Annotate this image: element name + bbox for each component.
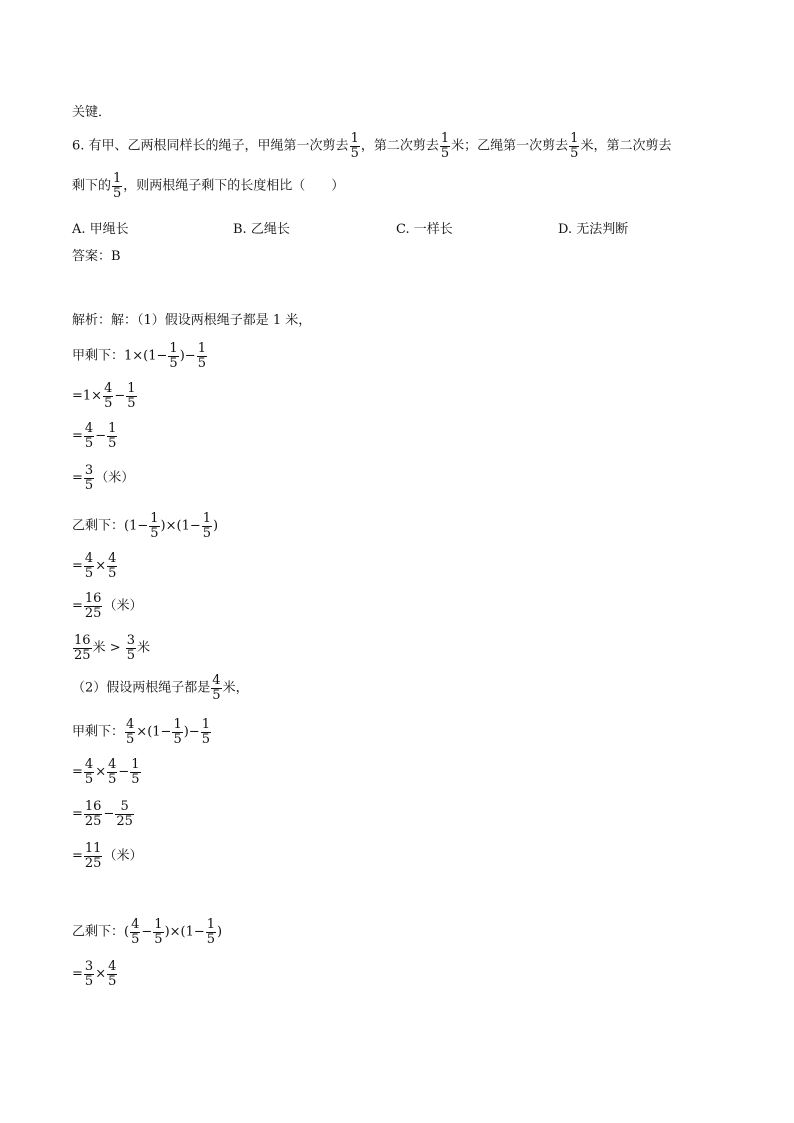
question-text: 剩下的: [72, 178, 112, 194]
calc-jia-case2: 甲剩下： $\frac{4}{5}$ ×(1− $\frac{1}{5}$ )− $\frac{1}{5}$: [72, 717, 210, 747]
previous-question-tail: 关键．: [72, 105, 112, 120]
calc-yi-case1: 乙剩下：(1− $\frac{1}{5}$ )×(1− $\frac{1}{5}$ ): [72, 511, 219, 541]
fraction: $\frac{1}{5}$: [113, 171, 122, 201]
fraction: $\frac{1}{5}$: [350, 131, 359, 161]
calc-jia-case1: 甲剩下：1×(1− $\frac{1}{5}$ )− $\frac{1}{5}$: [72, 341, 206, 371]
question-text: 米，第二次剪去: [580, 138, 672, 154]
question-text: 有甲、乙两根同样长的绳子，甲绳第一次剪去: [88, 138, 349, 154]
question-text: ，第二次剪去: [360, 138, 439, 154]
calc-step: =1× $\frac{4}{5}$ − $\frac{1}{5}$: [72, 381, 136, 411]
option-c: C. 一样长: [396, 222, 453, 237]
calc-step: = $\frac{3}{5}$ （米）: [72, 463, 135, 493]
comparison: $\frac{16}{25}$ 米 > $\frac{3}{5}$ 米: [74, 633, 151, 663]
analysis-case2: （2）假设两根绳子都是 $\frac{4}{5}$ 米，: [72, 673, 249, 703]
fraction: $\frac{1}{5}$: [440, 131, 450, 161]
question-line-2: [72, 172, 344, 200]
calc-step: = $\frac{16}{25}$ − $\frac{5}{25}$: [72, 799, 133, 829]
calc-step: = $\frac{4}{5}$ − $\frac{1}{5}$: [72, 421, 117, 451]
calc-step: = $\frac{4}{5}$ × $\frac{4}{5}$ − $\frac{1}{5}$: [72, 757, 140, 787]
calc-yi-case2: 乙剩下：( $\frac{4}{5}$ − $\frac{1}{5}$ )×(1− $\frac{1}{5}$ ): [72, 917, 223, 947]
option-b: B. 乙绳长: [233, 222, 290, 237]
question-line-1: [72, 132, 671, 160]
fraction: $\frac{1}{5}$: [570, 131, 579, 161]
question-text: 米；乙绳第一次剪去: [451, 138, 569, 154]
calc-step: = $\frac{3}{5}$ × $\frac{4}{5}$: [72, 959, 117, 989]
question-number: 6.: [72, 138, 85, 154]
question-text: ，则两根绳子剩下的长度相比（ ）: [123, 178, 345, 194]
calc-step: = $\frac{16}{25}$ （米）: [72, 591, 143, 621]
calc-step: = $\frac{11}{25}$ （米）: [72, 841, 143, 871]
option-d: D. 无法判断: [558, 222, 629, 237]
analysis-intro: 解析：解：（1）假设两根绳子都是 1 米，: [72, 313, 312, 328]
answer: 答案：B: [72, 249, 121, 264]
option-a: A. 甲绳长: [72, 222, 129, 237]
calc-step: = $\frac{4}{5}$ × $\frac{4}{5}$: [72, 551, 117, 581]
